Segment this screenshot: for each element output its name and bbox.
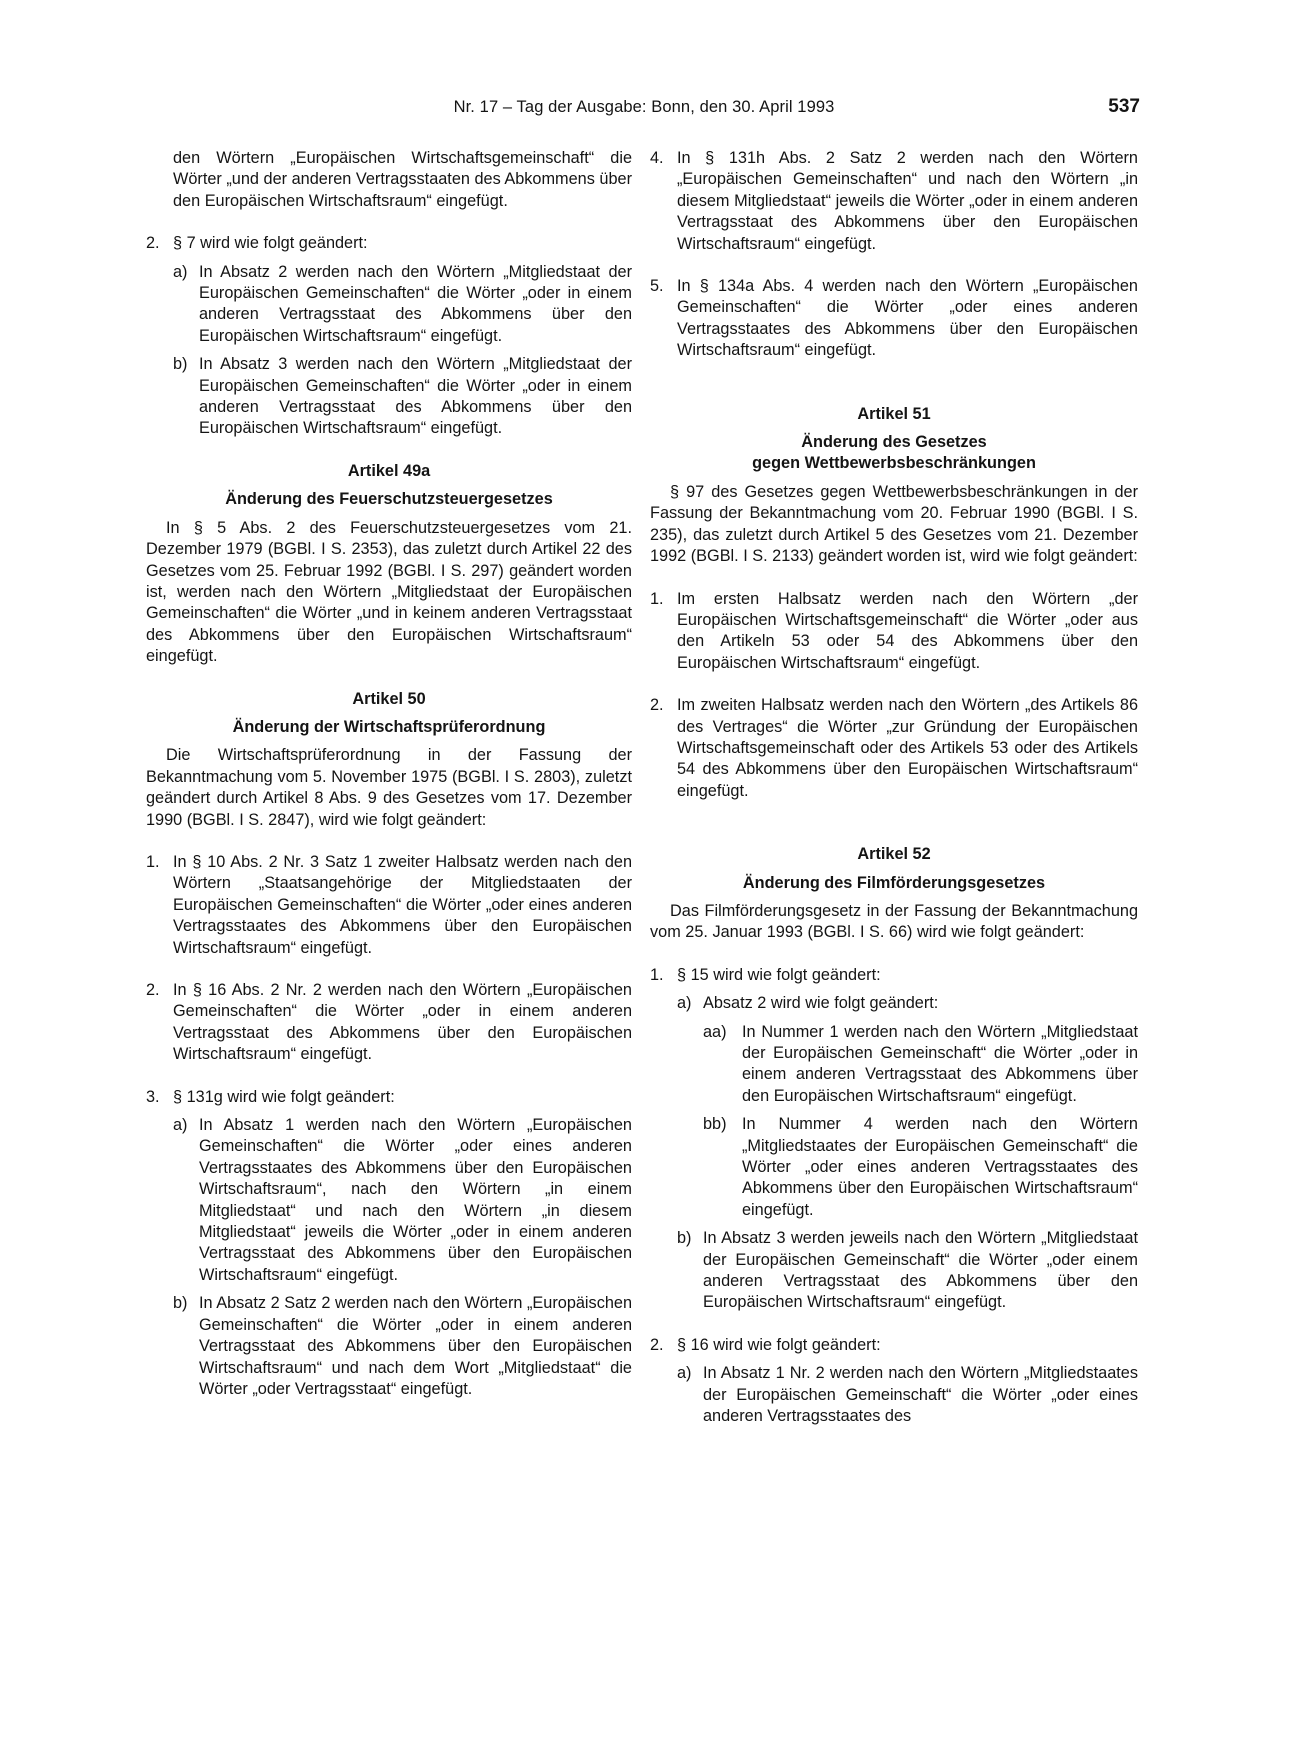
sub-item-label: a) [173,262,188,281]
list-item [146,852,632,959]
item-number: 1. [650,589,664,608]
item-text: In § 134a Abs. 4 werden nach den Wörtern „Europäischen Gemeinschaften“ die Wörter „oder eines anderen Vertragsstaates des Abkommens über den Europäischen Wirtschaftsraum“ eingefügt. [677,277,1138,360]
sub-item [146,354,632,440]
sub-item [650,1228,1138,1314]
article-paragraph: Das Filmförderungsgesetz in der Fassung der Bekanntmachung vom 25. Januar 1993 (BGBl. I S. 66) wird wie folgt geändert: [650,901,1138,942]
sub-item [146,1115,632,1286]
article-subtitle: Änderung des Feuerschutzsteuergesetzes [225,490,553,509]
item-number: 2. [650,696,664,715]
sub-item [650,1363,1138,1427]
article-subtitle-line: gegen Wettbewerbsbeschränkungen [752,454,1036,473]
item-number: 2. [146,981,160,999]
sub-sub-item-label: bb) [703,1115,727,1134]
sub-item-text: Absatz 2 wird wie folgt geändert: [703,994,939,1013]
sub-sub-item [650,1114,1138,1221]
sub-sub-item-text: In Nummer 4 werden nach den Wörtern „Mitgliedstaates der Europäischen Gemeinschaft“ die Wörter „oder eines anderen Vertragsstaates des Abkommens über den Europäischen Wirtschaftsraum“ eingefügt. [742,1115,1138,1219]
sub-item-label: b) [677,1229,692,1248]
list-item [650,695,1138,802]
sub-item-label: b) [173,355,188,374]
sub-item-label: b) [173,1294,188,1313]
item-number: 2. [146,234,160,253]
item-number: 3. [146,1087,160,1106]
right-column [650,148,1138,1428]
sub-sub-item-text: In Nummer 1 werden nach den Wörtern „Mitgliedstaat der Europäischen Gemeinschaft“ die Wörter „oder in einem anderen Vertragsstaat des Abkommens über den Europäischen Wirtschaftsraum“ eingefügt. [742,1022,1138,1105]
sub-item-text: In Absatz 1 Nr. 2 werden nach den Wörtern „Mitgliedstaates der Europäischen Gemeinschaft“ die Wörter „oder eines anderen Vertragsstaates des [703,1364,1138,1426]
item-text: Im zweiten Halbsatz werden nach den Wörtern „des Artikels 86 des Vertrages“ die Wörter „zur Gründung der Europäischen Wirtschaftsgemeinschaft oder des Artikels 53 oder des Artikels 54 des Abkommens über den Europäischen Wirtschaftsraum“ eingefügt. [677,696,1138,800]
article-heading: Artikel 51 [857,404,931,423]
sub-item-text: In Absatz 2 werden nach den Wörtern „Mitgliedstaat der Europäischen Gemeinschaften“ die Wörter „oder in einem anderen Vertragsstaat des Abkommens über den Europäischen Wirtschaftsraum“ eingefügt. [199,262,632,345]
article-heading: Artikel 49a [347,461,431,480]
sub-item-label: a) [173,1116,188,1135]
item-text: § 7 wird wie folgt geändert: [173,234,368,253]
list-item [146,980,632,1066]
page-header [148,96,1140,126]
item-text: § 131g wird wie folgt geändert: [173,1087,395,1106]
article-paragraph: In § 5 Abs. 2 des Feuerschutzsteuergesetzes vom 21. Dezember 1979 (BGBl. I S. 2353), das zuletzt durch Artikel 22 des Gesetzes vom 25. Februar 1992 (BGBl. I S. 297) geändert worden ist, werden nach den Wörtern „Mitgliedstaat der Europäischen Gemeinschaften“ die Wörter „und in keinem anderen Vertragsstaat des Abkommens über den Europäischen Wirtschaftsraum“ eingefügt. [146,518,632,666]
sub-sub-item [650,1022,1138,1108]
item-number: 2. [650,1335,664,1354]
item-number: 4. [650,149,664,167]
item-text: § 15 wird wie folgt geändert: [677,965,881,984]
article-paragraph: Die Wirtschaftsprüferordnung in der Fassung der Bekanntmachung vom 5. November 1975 (BGBl. I S. 2803), zuletzt geändert durch Artikel 8 Abs. 9 des Gesetzes vom 17. Dezember 1990 (BGBl. I S. 2847), wird wie folgt geändert: [146,746,632,829]
article-subtitle-line: Änderung des Gesetzes [801,433,987,452]
sub-item-text: In Absatz 1 werden nach den Wörtern „Europäischen Gemeinschaften“ die Wörter „oder eines anderen Vertragsstaates des Abkommens über den Europäischen Wirtschaftsraum“, nach den Wörtern „in einem Mitgliedstaat“ und nach den Wörtern „in diesem Mitgliedstaat“ jeweils die Wörter „oder in einem anderen Vertragsstaat des Abkommens über den Europäischen Wirtschaftsraum“ eingefügt. [199,1116,632,1284]
item-number: 1. [146,852,160,871]
sub-item [146,1293,632,1400]
sub-item-text: In Absatz 3 werden nach den Wörtern „Mitgliedstaat der Europäischen Gemeinschaften“ die Wörter „oder in einem anderen Vertragsstaat des Abkommens über den Europäischen Wirtschaftsraum“ eingefügt. [199,355,632,438]
list-item [650,1335,1138,1356]
sub-sub-item-label: aa) [703,1022,727,1041]
sub-item-label: a) [677,994,692,1013]
running-title: Nr. 17 – Tag der Ausgabe: Bonn, den 30. April 1993 [453,98,835,116]
article-subtitle: Änderung des Filmförderungsgesetzes [742,873,1046,892]
sub-item-text: In Absatz 2 Satz 2 werden nach den Wörtern „Europäischen Gemeinschaften“ die Wörter „oder in einem anderen Vertragsstaat des Abkommens über den Europäischen Wirtschaftsraum“ und nach dem Wort „Mitgliedstaat“ die Wörter „oder Vertragsstaat“ eingefügt. [199,1294,632,1398]
continued-paragraph: den Wörtern „Europäischen Wirtschaftsgemeinschaft“ die Wörter „und der anderen Vertragsstaaten des Abkommens über den Europäischen Wirtschaftsraum“ eingefügt. [173,149,632,210]
page-number: 537 [1108,96,1140,117]
item-text: In § 16 Abs. 2 Nr. 2 werden nach den Wörtern „Europäischen Gemeinschaften“ die Wörter „oder in einem anderen Vertragsstaat des Abkommens über den Europäischen Wirtschaftsraum“ eingefügt. [173,981,632,1064]
article-heading: Artikel 50 [352,689,426,708]
item-text: In § 131h Abs. 2 Satz 2 werden nach den Wörtern „Europäischen Gemeinschaften“ und nach den Wörtern „in diesem Mitgliedstaat“ jeweils die Wörter „oder in einem anderen Vertragsstaat des Abkommens über den Europäischen Wirtschaftsraum“ eingefügt. [677,149,1138,253]
sub-item-text: In Absatz 3 werden jeweils nach den Wörtern „Mitgliedstaat der Europäischen Gemeinschaft“ die Wörter „oder einem anderen Vertragsstaat des Abkommens über den Europäischen Wirtschaftsraum“ eingefügt. [703,1229,1138,1312]
list-item [146,233,632,254]
item-text: Im ersten Halbsatz werden nach den Wörtern „der Europäischen Wirtschaftsgemeinschaft“ die Wörter „oder aus den Artikeln 53 oder 54 des Abkommens über den Europäischen Wirtschaftsraum“ eingefügt. [677,589,1138,672]
sub-item [146,262,632,348]
list-item [146,1087,632,1108]
item-text: § 16 wird wie folgt geändert: [677,1335,881,1354]
list-item [650,589,1138,675]
sub-item-label: a) [677,1364,692,1383]
list-item [650,965,1138,986]
sub-item [650,993,1138,1014]
list-item [650,276,1138,362]
list-item [650,148,1138,255]
item-number: 1. [650,965,664,984]
item-text: In § 10 Abs. 2 Nr. 3 Satz 1 zweiter Halbsatz werden nach den Wörtern „Staatsangehörige der Mitgliedstaaten der Europäischen Gemeinschaften“ die Wörter „oder eines anderen Vertragsstaates des Abkommens über den Europäischen Wirtschaftsraum“ eingefügt. [173,852,632,957]
left-column [146,148,632,1400]
article-subtitle [650,432,1138,475]
article-heading: Artikel 52 [857,845,931,864]
article-paragraph: § 97 des Gesetzes gegen Wettbewerbsbeschränkungen in der Fassung der Bekanntmachung vom 20. Februar 1990 (BGBl. I S. 235), das zuletzt durch Artikel 5 des Gesetzes vom 21. Dezember 1992 (BGBl. I S. 2133) geändert worden ist, wird wie folgt geändert: [650,482,1138,566]
item-number: 5. [650,277,664,296]
article-subtitle: Änderung der Wirtschaftsprüferordnung [232,717,546,736]
